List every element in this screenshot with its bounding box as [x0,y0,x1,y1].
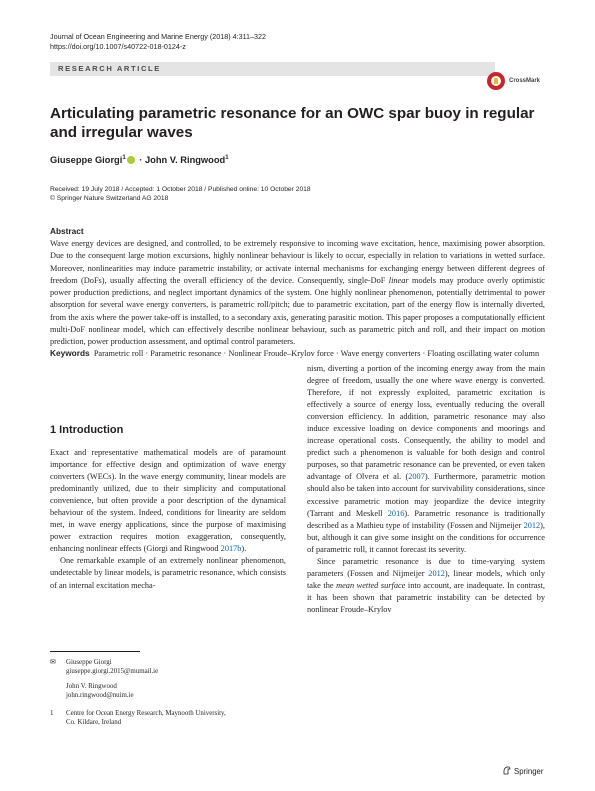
italic-term: mean wetted surface [336,580,406,590]
abstract-body [50,238,545,349]
citation-link[interactable]: 2012 [523,520,541,530]
journal-header [50,32,266,52]
abstract-text: models may produce overly optimistic power production predictions, and neglect important dynamics of the system. One highly nonlinear phenomenon, potentially detrimental to power absorption for several wave energy converters, is parametric roll/pitch; due to parametric excitation, part of the energy flow is internally diverted, from the axis where the power take-off is installed, to a secondary axis, generating parasitic motion. This paper proposes a computationally efficient multi-DoF nonlinear model, which can effectively describe nonlinear behaviour, such as parametric pitch and roll, and their impact on motion prediction, power production assessment, and optimal control parameters. [50,275,545,347]
publisher-logo [503,766,543,776]
author-name[interactable]: Giuseppe Giorgi [50,155,123,166]
citation-link[interactable]: 2016 [387,508,405,518]
paragraph [50,447,286,555]
affiliation-number: 1 [50,710,54,717]
paragraph [307,363,545,556]
crossmark-label: CrossMark [509,78,541,84]
abstract-heading: Abstract [50,226,84,236]
article-history [50,185,311,203]
footnote-email[interactable]: giuseppe.giorgi.2015@mumail.ie [66,668,159,675]
paragraph-text: ). Parametric resonance is traditionally described as a Mathieu type of instability (Fossen and Nijmeijer [307,508,545,530]
abstract-italic: linear [388,275,409,285]
section-heading: 1 Introduction [50,424,124,436]
affiliation [50,709,286,727]
citation-link[interactable]: 2012 [428,568,445,578]
journal-citation: Journal of Ocean Engineering and Marine Energy (2018) 4:311–322 [50,32,267,41]
body-column-left [50,447,286,592]
keywords [50,347,545,361]
affiliation-marker: 1 [225,155,229,161]
paragraph-text: nism, diverting a portion of the incoming energy away from the main degree of freedom, usually the one where wave energy is converted. Therefore, if not expressly exploited, parametric excitation is effectively a source of energy loss, eventually reducing the overall conversion efficiency. In addition, parametric resonance may also induce excessive loading on device components and moorings and increase operational costs. Consequently, the ability to model and predict such a phenomenon is valuable for both design and control purposes, so that parametric resonance can be prevented, or even taken advantage of Olvera et al. ( [307,364,545,482]
keywords-text: Parametric roll · Parametric resonance · Nonlinear Froude–Krylov force · Wave energy converters · Floating oscillating water column [93,349,540,358]
footnote-name: Giuseppe Giorgi [66,659,112,666]
publisher-name: Springer [514,767,544,776]
author-list [50,155,229,165]
affiliation-line: Centre for Ocean Energy Research, Maynooth University, [66,710,226,717]
paragraph [307,556,545,616]
doi-link[interactable]: https://doi.org/10.1007/s40722-018-0124-z [50,42,186,51]
paragraph: One remarkable example of an extremely nonlinear phenomenon, undetectable by linear models, is parametric resonance, which consists of an internal excitation mecha- [50,556,286,590]
affiliation-line: Co. Kildare, Ireland [66,719,122,726]
citation-link[interactable]: 2017b [220,544,242,554]
article-type-banner [50,62,495,76]
footnote-name: John V. Ringwood [66,683,117,690]
paper-title: Articulating parametric resonance for an OWC spar buoy in regular and irregular waves [50,105,535,141]
body-column-right [307,363,545,616]
footnotes [50,658,286,727]
history-dates: Received: 19 July 2018 / Accepted: 1 October 2018 / Published online: 10 October 2018 [50,186,311,193]
keywords-label: Keywords [50,348,90,358]
corresponding-author [50,658,286,700]
author-separator: · [139,155,143,166]
citation-link[interactable]: 2007 [408,472,425,482]
paragraph-text: ), linear models, which only take the [307,568,545,590]
paragraph-text: ), but, although it can give some insight on the conditions for occurrence of parametric roll, it cannot forecast its severity. [307,520,545,554]
article-type-label: RESEARCH ARTICLE [58,64,161,73]
abstract-text: Wave energy devices are designed, and controlled, to be extremely responsive to incoming wave excitation, hence, maximising power absorption. Due to the consequent large motion excursions, highly nonlinear behaviour is likely to occur, especially in relation to variations in wetted surface. Moreover, nonlinearities may induce parametric instability, or activate internal mechanisms for exchanging energy between different degrees of freedom (DoFs), usually affecting the overall efficiency of the device. Consequently, single-DoF [50,239,545,285]
orcid-icon[interactable] [127,156,135,164]
footnote-email[interactable]: john.ringwood@nuim.ie [66,692,134,699]
footnote-divider [50,651,140,652]
springer-horse-icon [503,766,511,775]
paragraph-text: into account, are inadequate. In contrast, it has been shown that parametric instability can be detected by nonlinear Froude–Krylov [307,580,545,614]
author-name[interactable]: John V. Ringwood [144,155,226,166]
crossmark-icon [487,72,505,90]
paragraph-text: Since parametric resonance is due to time-varying system parameters (Fossen and Nijmeijer [307,556,545,578]
paragraph-text: ). [241,544,247,554]
paragraph-text: Exact and representative mathematical models are of paramount importance for effective design and optimization of wave energy converters (WECs). In the wave energy community, linear models are predominantly utilized, due to their simplicity and computational convenience, but often provide a poor description of the dynamical behaviour of the system. Indeed, conditions for linearity are seldom met, in wave energy applications, since the purpose of maximising power extraction requires motion exaggeration, consequently, enhancing nonlinear effects (Giorgi and Ringwood [50,448,286,554]
envelope-icon: ✉ [50,659,56,666]
crossmark-button[interactable] [487,72,547,98]
copyright-line: © Springer Nature Switzerland AG 2018 [50,195,169,202]
paragraph-text: ). Furthermore, parametric motion should also be taken into account for survivability considerations, since excessive parametric motion may jeopardize the device integrity (Tarrant and Meskell [307,472,545,518]
affiliation-marker: 1 [122,155,126,161]
